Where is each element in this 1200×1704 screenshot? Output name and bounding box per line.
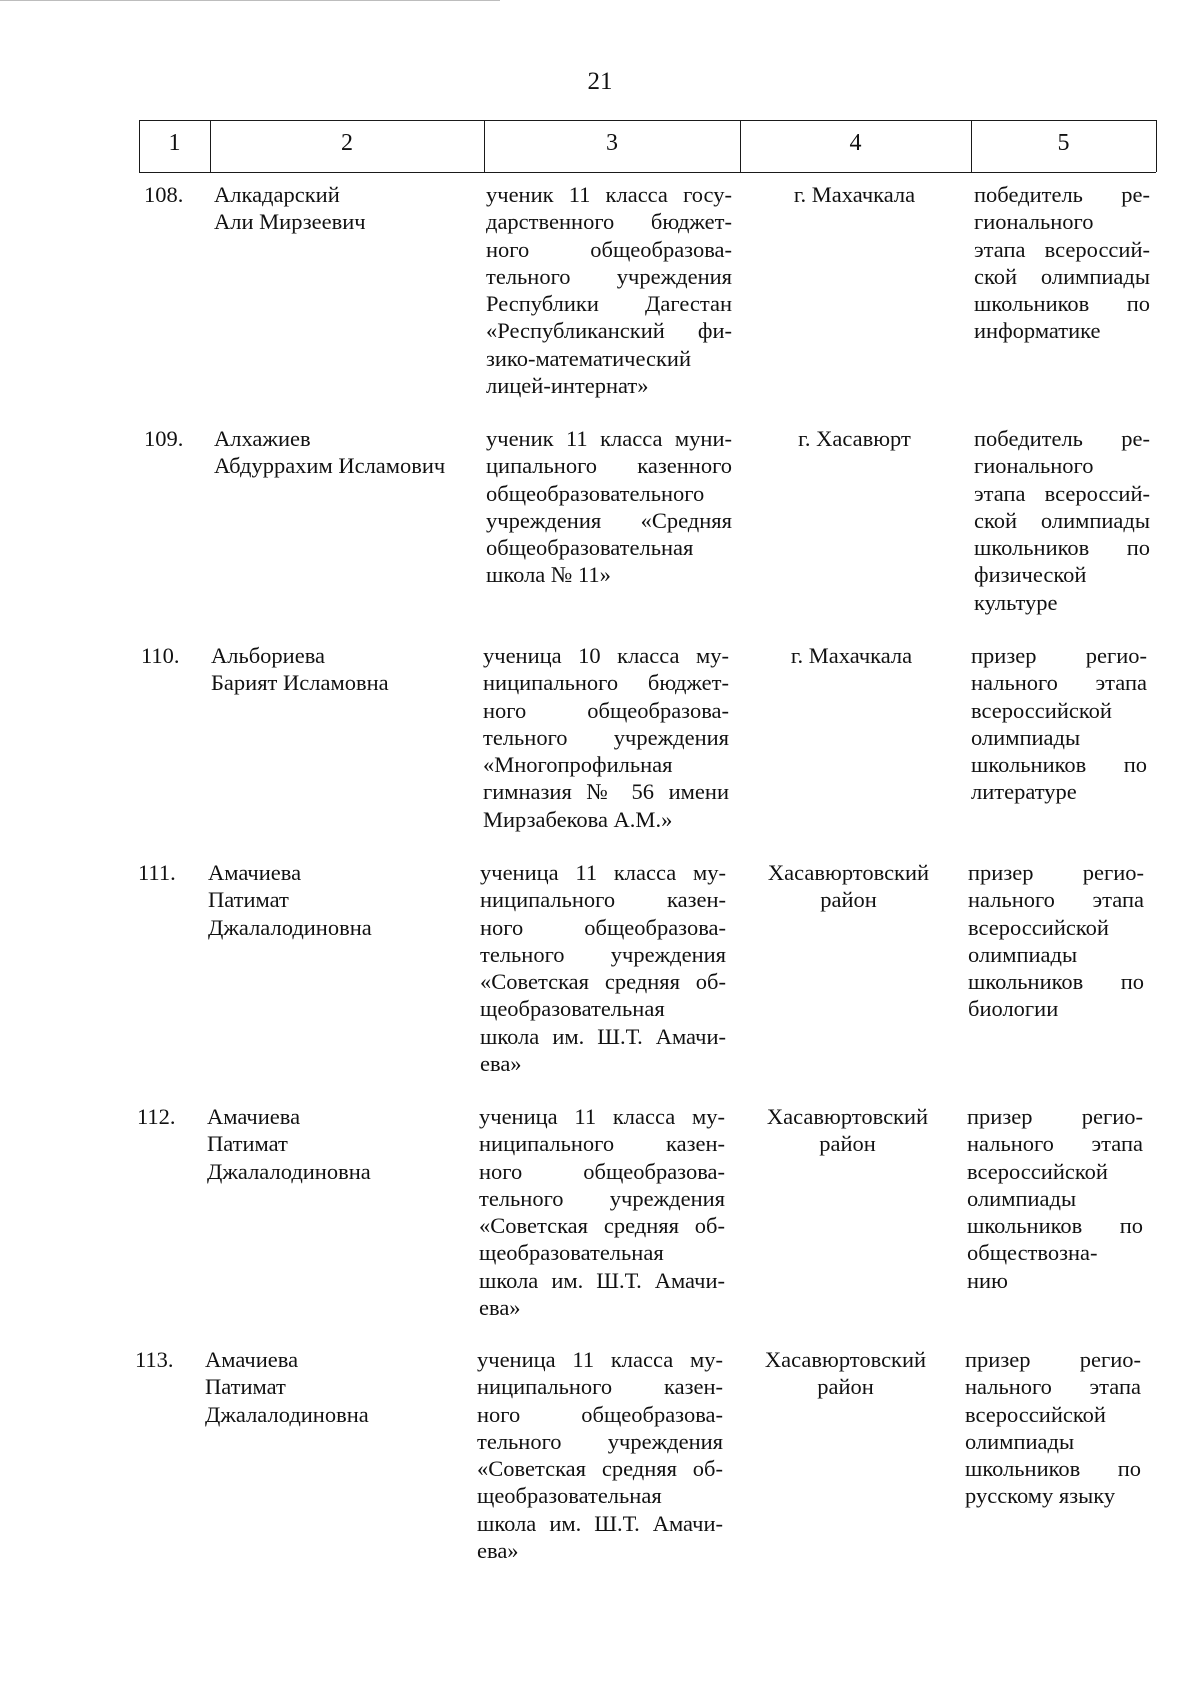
location-line: Хасавюртовский: [766, 1104, 929, 1129]
institution-line: тельного учреждения: [486, 263, 732, 289]
olympiad-result-line: олимпиады: [968, 941, 1078, 967]
student-name: [207, 1103, 467, 1185]
student-name: [211, 642, 471, 697]
institution-line: ева»: [477, 1538, 519, 1564]
olympiad-result: [968, 859, 1144, 1023]
institution-line: ниципального казен-: [480, 887, 726, 913]
institution: [486, 425, 732, 589]
location-line: район: [817, 1374, 874, 1400]
student-name: [214, 181, 474, 236]
olympiad-result-line: призер регио-: [971, 643, 1147, 668]
institution-line: ева»: [480, 1051, 522, 1077]
student-name-line: Патимат: [208, 887, 289, 913]
institution-line: зико-математический: [486, 345, 691, 371]
location: [733, 1346, 958, 1401]
institution-line: ученица 11 класса му-: [480, 860, 726, 885]
institution-line: ципального казенного: [486, 453, 732, 479]
institution-line: школа им. Ш.Т. Амачи-: [477, 1510, 723, 1536]
student-name-line: Джалалодиновна: [208, 914, 372, 940]
olympiad-result-line: олимпиады: [967, 1185, 1077, 1211]
olympiad-result-line: школьников по: [965, 1456, 1141, 1482]
institution-line: ученик 11 класса госу-: [486, 182, 732, 207]
olympiad-result-line: биологии: [968, 996, 1059, 1022]
olympiad-result-line: нию: [967, 1267, 1008, 1293]
institution-line: ниципального казен-: [477, 1374, 723, 1400]
location-line: г. Махачкала: [793, 182, 916, 207]
column-header-2: 2: [341, 130, 353, 156]
institution-line: дарственного бюджет-: [486, 209, 732, 235]
student-name: [214, 425, 474, 480]
student-name-line: Али Мирзеевич: [214, 209, 366, 235]
institution-line: тельного учреждения: [483, 724, 729, 750]
olympiad-result-line: школьников по: [974, 535, 1150, 561]
student-name-line: Амачиева: [205, 1347, 299, 1372]
institution-line: лицей-интернат»: [486, 373, 649, 399]
location-line: Хасавюртовский: [764, 1347, 927, 1372]
olympiad-result-line: ской олимпиады: [974, 263, 1150, 289]
student-name-line: Патимат: [205, 1374, 286, 1400]
institution-line: тельного учреждения: [477, 1428, 723, 1454]
row-number: 112.: [137, 1104, 176, 1129]
institution: [486, 181, 732, 399]
institution-line: общеобразовательного: [486, 480, 705, 506]
institution: [479, 1103, 725, 1321]
location-line: г. Хасавюрт: [798, 426, 911, 451]
olympiad-result-line: призер регио-: [968, 860, 1144, 885]
olympiad-result-line: гионального: [974, 209, 1094, 235]
olympiad-result-line: ской олимпиады: [974, 507, 1150, 533]
olympiad-result-line: физической: [974, 562, 1087, 588]
table-header-bottom-border: [139, 172, 1156, 173]
institution-line: ного общеобразова-: [486, 236, 732, 262]
olympiad-result-line: школьников по: [967, 1213, 1143, 1239]
student-name-line: Алхажиев: [214, 426, 311, 451]
olympiad-result-line: призер регио-: [967, 1104, 1143, 1129]
olympiad-result-line: нального этапа: [971, 670, 1147, 696]
student-name: [205, 1346, 465, 1428]
institution: [480, 859, 726, 1077]
student-name-line: Алкадарский: [214, 182, 340, 207]
olympiad-result-line: нального этапа: [968, 887, 1144, 913]
institution-line: ученица 11 класса му-: [477, 1347, 723, 1372]
olympiad-result: [971, 642, 1147, 806]
institution-line: гимназия № 56 имени: [483, 779, 729, 805]
olympiad-result: [965, 1346, 1141, 1510]
column-header-3: 3: [606, 130, 618, 156]
column-header-1: 1: [168, 130, 181, 156]
location: [735, 1103, 960, 1158]
institution-line: ного общеобразова-: [483, 697, 729, 723]
olympiad-result-line: победитель ре-: [974, 182, 1150, 207]
institution-line: «Советская средняя об-: [479, 1213, 725, 1239]
olympiad-result-line: нального этапа: [967, 1131, 1143, 1157]
institution-line: учреждения «Средняя: [486, 507, 732, 533]
table-header-top-border: [139, 120, 1156, 121]
olympiad-result-line: победитель ре-: [974, 426, 1150, 451]
institution-line: ева»: [479, 1295, 521, 1321]
olympiad-result-line: нального этапа: [965, 1374, 1141, 1400]
location: [742, 181, 967, 208]
olympiad-result-line: литературе: [971, 779, 1077, 805]
institution-line: школа № 11»: [486, 562, 611, 588]
institution-line: «Советская средняя об-: [480, 969, 726, 995]
location-line: район: [820, 887, 877, 913]
olympiad-result-line: всероссийской: [968, 914, 1109, 940]
institution-line: щеобразовательная: [477, 1483, 662, 1509]
student-name-line: Альбориева: [211, 643, 326, 668]
institution-line: ученица 10 класса му-: [483, 643, 729, 668]
institution: [483, 642, 729, 833]
institution-line: щеобразовательная: [480, 996, 665, 1022]
institution-line: тельного учреждения: [479, 1185, 725, 1211]
student-name-line: Джалалодиновна: [205, 1401, 369, 1427]
olympiad-result-line: культуре: [974, 589, 1058, 615]
olympiad-result-line: всероссийской: [965, 1401, 1106, 1427]
institution-line: «Советская средняя об-: [477, 1456, 723, 1482]
olympiad-result-line: обществозна-: [967, 1240, 1098, 1266]
institution-line: ного общеобразова-: [480, 914, 726, 940]
institution-line: «Многопрофильная: [483, 752, 673, 778]
institution-line: Республики Дагестан: [486, 291, 732, 317]
olympiad-result-line: школьников по: [968, 969, 1144, 995]
location: [742, 425, 967, 452]
location: [739, 642, 964, 669]
location-line: район: [819, 1131, 876, 1157]
institution-line: ного общеобразова-: [479, 1158, 725, 1184]
institution-line: общеобразовательная: [486, 535, 694, 561]
institution-line: ниципального казен-: [479, 1131, 725, 1157]
student-name-line: Амачиева: [208, 860, 302, 885]
row-number: 108.: [144, 182, 184, 207]
olympiad-result-line: всероссийской: [967, 1158, 1108, 1184]
institution-line: тельного учреждения: [480, 941, 726, 967]
student-name-line: Барият Исламовна: [211, 670, 389, 696]
olympiad-result-line: этапа всероссий-: [974, 480, 1150, 506]
institution-line: школа им. Ш.Т. Амачи-: [479, 1267, 725, 1293]
olympiad-result-line: гионального: [974, 453, 1094, 479]
institution-line: ученица 11 класса му-: [479, 1104, 725, 1129]
olympiad-result-line: олимпиады: [971, 724, 1081, 750]
institution: [477, 1346, 723, 1564]
institution-line: Мирзабекова А.М.»: [483, 806, 673, 832]
olympiad-result: [967, 1103, 1143, 1294]
institution-line: школа им. Ш.Т. Амачи-: [480, 1023, 726, 1049]
column-header-5: 5: [1057, 130, 1070, 156]
location: [736, 859, 961, 914]
row-number: 110.: [141, 643, 180, 668]
institution-line: «Республиканский фи-: [486, 318, 732, 344]
location-line: Хасавюртовский: [767, 860, 930, 885]
scan-edge-line: [0, 0, 500, 1]
olympiad-result-line: информатике: [974, 318, 1101, 344]
olympiad-result-line: школьников по: [974, 291, 1150, 317]
olympiad-result-line: призер регио-: [965, 1347, 1141, 1372]
column-header-4: 4: [849, 130, 862, 156]
olympiad-result-line: олимпиады: [965, 1428, 1075, 1454]
olympiad-result-line: русскому языку: [965, 1483, 1116, 1509]
page-number: 21: [587, 68, 613, 95]
row-number: 113.: [135, 1347, 174, 1372]
institution-line: ниципального бюджет-: [483, 670, 729, 696]
institution-line: ученик 11 класса муни-: [486, 426, 732, 451]
olympiad-result-line: этапа всероссий-: [974, 236, 1150, 262]
location-line: г. Махачкала: [790, 643, 913, 668]
olympiad-result-line: всероссийской: [971, 697, 1112, 723]
row-number: 111.: [138, 860, 176, 885]
student-name-line: Амачиева: [207, 1104, 301, 1129]
institution-line: щеобразовательная: [479, 1240, 664, 1266]
student-name-line: Джалалодиновна: [207, 1158, 371, 1184]
olympiad-result: [974, 181, 1150, 345]
institution-line: ного общеобразова-: [477, 1401, 723, 1427]
row-number: 109.: [144, 426, 184, 451]
student-name: [208, 859, 468, 941]
olympiad-result-line: школьников по: [971, 752, 1147, 778]
student-name-line: Патимат: [207, 1131, 288, 1157]
olympiad-result: [974, 425, 1150, 616]
student-name-line: Абдуррахим Исламович: [214, 453, 446, 479]
column-divider: [1156, 120, 1157, 172]
